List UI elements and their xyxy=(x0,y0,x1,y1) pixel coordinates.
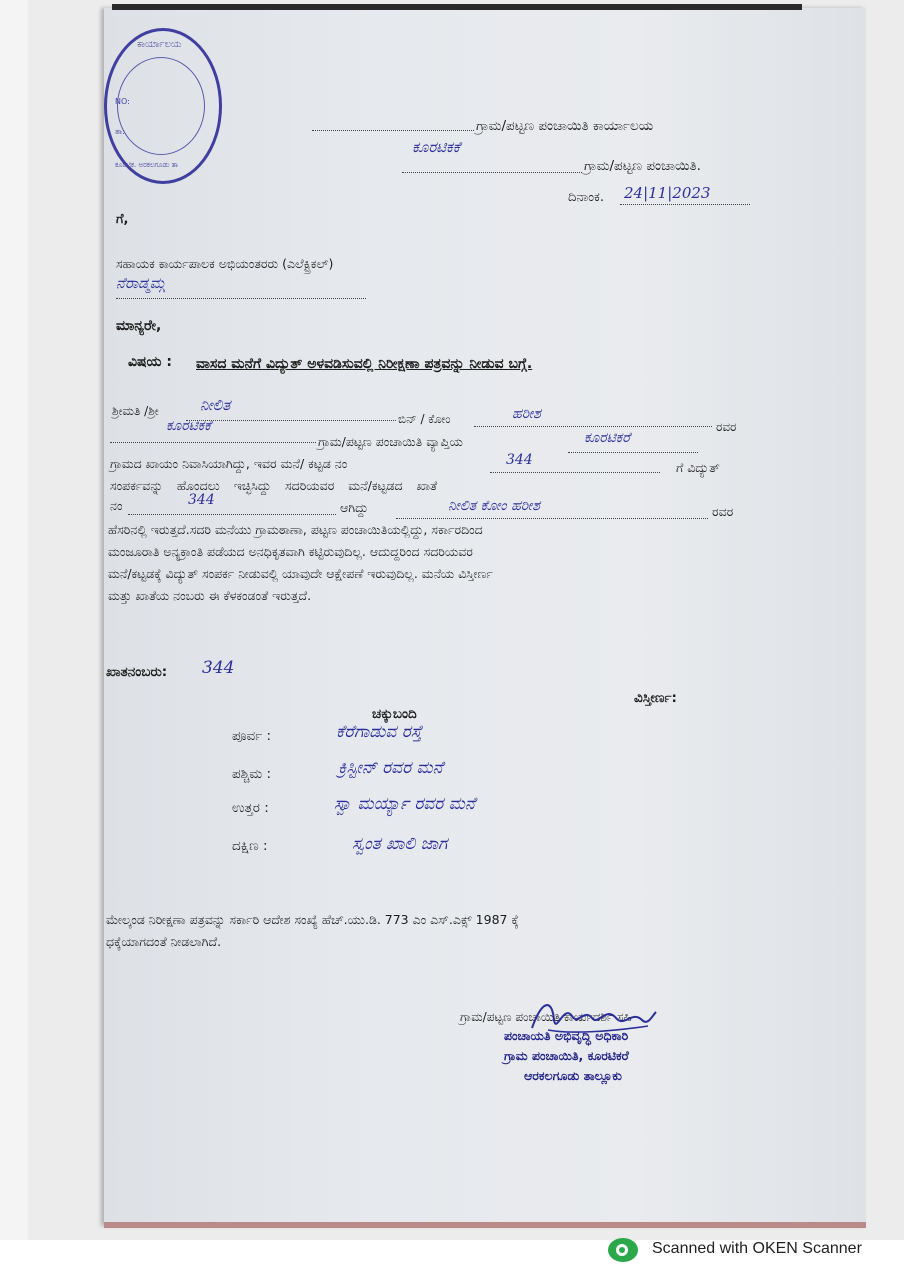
body-ravara-1: ರವರ xyxy=(716,420,737,434)
boundary-east-label: ಪೂರ್ವ : xyxy=(232,728,272,744)
stamp-line-3: ಆರಕಲಗೂಡು ತಾಲ್ಲೂಕು xyxy=(524,1068,622,1083)
date-dotted-line xyxy=(620,204,750,205)
seal-no-text: NO: xyxy=(115,97,130,106)
stamp-line-2: ಗ್ರಾಮ ಪಂಚಾಯಿತಿ, ಕೂರಟಿಕರೆ xyxy=(504,1048,629,1063)
body-ravara-2: ರವರ xyxy=(712,504,734,519)
body-relation-value: ಹರೀಶ xyxy=(512,406,541,422)
stamp-line-1: ಪಂಚಾಯತಿ ಅಭಿವೃದ್ಧಿ ಅಧಿಕಾರಿ xyxy=(504,1028,629,1043)
body-name-value: ನೀಲಿತ xyxy=(200,396,231,414)
boundary-north-label: ಉತ್ತರ : xyxy=(232,800,269,816)
body-line5-no: ನಂ xyxy=(110,498,123,513)
document-page xyxy=(104,8,866,1226)
oken-logo-icon xyxy=(608,1238,638,1262)
recipient-dotted-line xyxy=(116,298,366,299)
body-place-value: ಕೂರಟಿಕರೆ xyxy=(584,430,631,446)
seal-inner-ring xyxy=(117,57,205,155)
closing-line-2: ಧಕ್ಕೆಯಾಗದಂತೆ ನೀಡಲಾಗಿದೆ. xyxy=(106,934,222,949)
binder-strip xyxy=(0,0,28,1240)
boundary-south-label: ದಕ್ಷಿಣ : xyxy=(232,838,268,854)
boundary-south-value: ಸ್ವಂತ ಖಾಲಿ ಜಾಗ xyxy=(352,834,448,854)
body-line7: ಮಂಜೂರಾತಿ ಅನ್ಯಕ್ರಾಂತಿ ಪಡೆಯದ ಅನಧಿಕೃತವಾಗಿ ಕಟ್ಟಿರುವುದಿಲ್ಲ. ಆದುದ್ದರಿಂದ ಸದರಿಯವರ xyxy=(108,544,473,559)
body-line4: ಸಂಪರ್ಕವನ್ನು ಹೊಂದಲು ಇಚ್ಛಿಸಿದ್ದು ಸದರಿಯವರ ಮನೆ/ಕಟ್ಟಡದ ಖಾತೆ xyxy=(110,478,438,493)
body-line2: ಗ್ರಾಮ/ಪಟ್ಟಣ ಪಂಚಾಯಿತಿ ವ್ಯಾಪ್ತಿಯ xyxy=(318,434,463,449)
body-house-no: 344 xyxy=(506,452,533,468)
office-seal xyxy=(104,28,222,184)
body-name-label: ಶ್ರೀಮತಿ /ಶ್ರೀ xyxy=(112,404,159,418)
body-relation-label: ಬಿನ್ / ಕೋಂ xyxy=(398,412,451,426)
recipient-place: ನೆರಾಡ್ಮಮ್ಗ xyxy=(116,274,165,292)
panchayat-line: ಗ್ರಾಮ/ಪಟ್ಟಣ ಪಂಚಾಯಿತಿ. xyxy=(584,158,701,174)
body-village-value: ಕೂರಟಿಕಕೆ xyxy=(166,418,211,434)
village-dotted-line xyxy=(110,442,316,443)
house-no-dotted-line xyxy=(490,472,660,473)
seal-bottom-text: ಕೂರಟಿಕ. ಅರಕಲಗೂಡು ತಾ xyxy=(115,161,178,169)
body-khata-no: 344 xyxy=(188,492,215,508)
area-label: ವಿಸ್ತೀರ್ಣ: xyxy=(634,690,677,706)
recipient: ಸಹಾಯಕ ಕಾರ್ಯಪಾಲಕ ಅಭಿಯಂತರರು (ಎಲೆಕ್ಟ್ರಿಕಲ್) xyxy=(116,256,334,271)
body-owner-name: ನೀಲಿತ ಕೋಂ ಹರೀಶ xyxy=(448,498,540,514)
relation-dotted-line xyxy=(474,426,712,427)
subject-label: ವಿಷಯ : xyxy=(128,354,173,370)
scanner-footer: Scanned with OKEN Scanner xyxy=(652,1240,862,1257)
sign-line: ಗ್ರಾಮ/ಪಟ್ಟಣ ಪಂಚಾಯಿತಿ ಕಾರ್ಯದರ್ಶಿ ಸಹಿ xyxy=(460,1010,632,1024)
khata-dotted-line xyxy=(128,514,336,515)
office-dotted-line xyxy=(312,130,474,131)
khata-value: 344 xyxy=(202,658,235,678)
page-top-shadow xyxy=(112,4,802,10)
seal-top-text: ಕಾರ್ಯಾಲಯ xyxy=(137,39,182,50)
boundary-west-value: ಕ್ರಿಸ್ಟೀನ್ ರವರ ಮನೆ xyxy=(338,758,443,778)
salutation: ಮಾನ್ಯರೇ, xyxy=(116,318,162,334)
boundary-north-value: ಸ್ವಾ ಮರ್ಯ್ಯಾ ರವರ ಮನೆ xyxy=(334,794,476,814)
body-line5-agiddu: ಆಗಿದ್ದು xyxy=(340,500,369,515)
owner-dotted-line xyxy=(396,518,708,519)
name-dotted-line xyxy=(186,420,396,421)
body-line6: ಹೆಸರಿನಲ್ಲಿ ಇರುತ್ತದೆ.ಸದರಿ ಮನೆಯು ಗ್ರಾಮಠಾಣಾ, ಪಟ್ಟಣ ಪಂಚಾಯಿತಿಯಲ್ಲಿದ್ದು, ಸರ್ಕಾರದಿಂದ xyxy=(108,522,483,537)
body-line3-end: ಗೆ ವಿದ್ಯುತ್ xyxy=(676,460,720,475)
to-label: ಗೆ, xyxy=(116,212,129,227)
body-line8: ಮನೆ/ಕಟ್ಟಡಕ್ಕೆ ವಿದ್ಯುತ್ ಸಂಪರ್ಕ ನೀಡುವಲ್ಲಿ ಯಾವುದೇ ಆಕ್ಷೇಪಣೆ ಇರುವುದಿಲ್ಲ. ಮನೆಯ ವಿಸ್ತೀರ್ಣ xyxy=(108,566,493,581)
boundaries-title: ಚಕ್ಕುಬಂದಿ xyxy=(372,706,417,722)
body-line3: ಗ್ರಾಮದ ಖಾಯಂ ನಿವಾಸಿಯಾಗಿದ್ದು, ಇವರ ಮನೆ/ ಕಟ್ಟಡ ನಂ xyxy=(110,456,348,471)
panchayat-name: ಕೂರಟಿಕಕೆ xyxy=(412,138,461,156)
date-label: ದಿನಾಂಕ. xyxy=(568,190,604,205)
date-value: 24|11|2023 xyxy=(624,184,711,202)
khata-label: ಖಾತನಂಬರು: xyxy=(106,664,168,680)
seal-date-text: ತಾ: xyxy=(115,127,125,136)
boundary-west-label: ಪಶ್ಚಿಮ : xyxy=(232,766,272,782)
panchayat-dotted-line xyxy=(402,172,582,173)
body-line9: ಮತ್ತು ಖಾತೆಯ ನಂಬರು ಈ ಕೆಳಕಂಡಂತೆ ಇರುತ್ತದೆ. xyxy=(108,588,312,603)
closing-line-1: ಮೇಲ್ಕಂಡ ನಿರೀಕ್ಷಣಾ ಪತ್ರವನ್ನು ಸರ್ಕಾರಿ ಆದೇಶ ಸಂಖ್ಯೆ ಹೆಚ್.ಯು.ಡಿ. 773 ಎಂ ಎಸ್.ಎಕ್ಸ್ 1987 ಕ್ಕೆ xyxy=(106,912,519,927)
office-line: ಗ್ರಾಮ/ಪಟ್ಟಣ ಪಂಚಾಯಿತಿ ಕಾರ್ಯಾಲಯ xyxy=(476,118,654,134)
boundary-east-value: ಕೆರೆಗಾಡುವ ರಸ್ತೆ xyxy=(336,722,422,742)
page-bottom-edge xyxy=(104,1222,866,1228)
subject: ವಾಸದ ಮನೆಗೆ ವಿದ್ಯುತ್ ಅಳವಡಿಸುವಲ್ಲಿ ನಿರೀಕ್ಷಣಾ ಪತ್ರವನ್ನು ನೀಡುವ ಬಗ್ಗೆ. xyxy=(196,356,533,372)
place-dotted-line xyxy=(568,452,698,453)
